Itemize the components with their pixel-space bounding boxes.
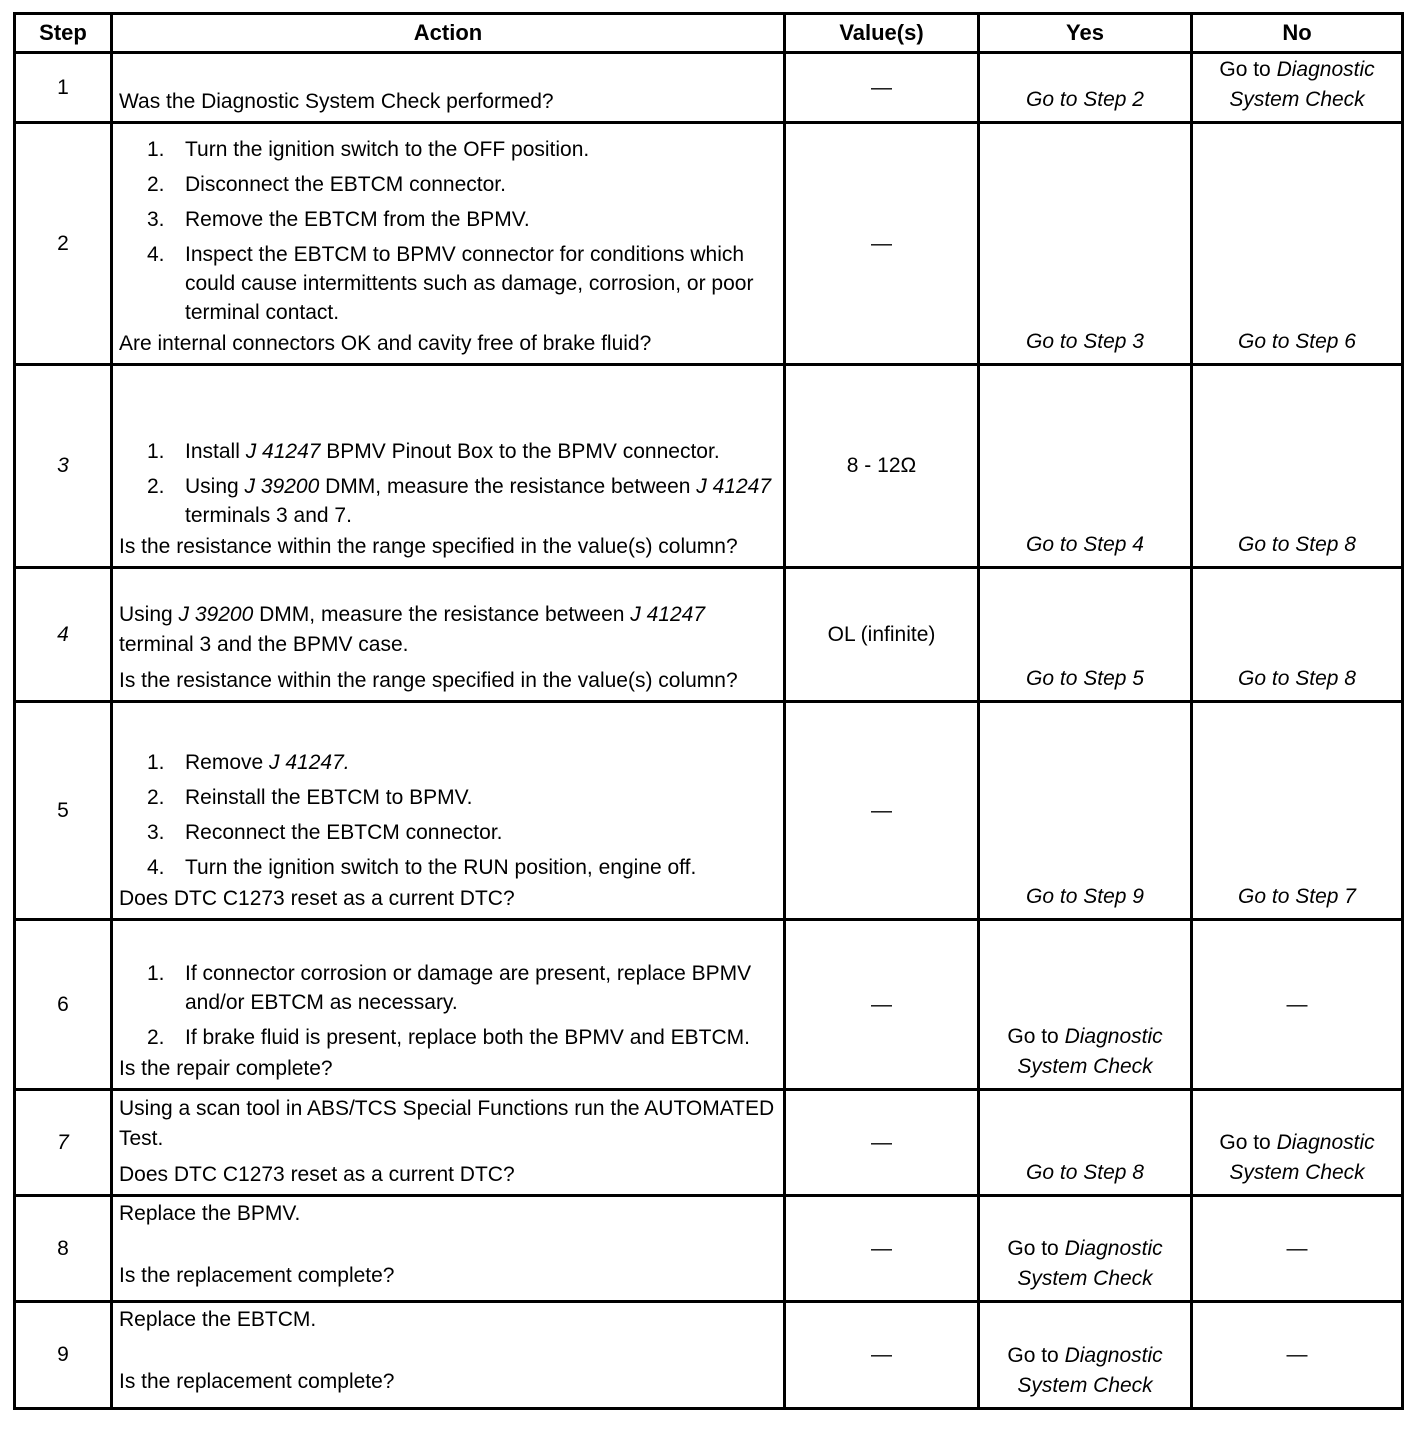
table-row [15, 1196, 1403, 1302]
step-number: 5 [15, 702, 112, 920]
header-action: Action [112, 14, 785, 53]
table-row [15, 53, 1403, 123]
no-cell: — [1192, 1302, 1403, 1409]
table-row [15, 920, 1403, 1090]
question: Is the resistance within the range specified in the value(s) column? [119, 535, 738, 558]
step-number: 9 [15, 1302, 112, 1409]
header-step: Step [15, 14, 112, 53]
step-number: 4 [15, 568, 112, 702]
no-cell: Go to Step 8 [1192, 568, 1403, 702]
instruction: Using J 39200 DMM, measure the resistance between J 41247 terminal 3 and the BPMV case. [119, 603, 706, 656]
list-item: 2. Reinstall the EBTCM to BPMV. [147, 786, 473, 809]
action-cell [112, 365, 785, 568]
yes-cell: Go to Step 2 [979, 53, 1192, 123]
no-target-2: System Check [1229, 87, 1365, 111]
yes-cell: Go to Step 8 [979, 1090, 1192, 1196]
table-row [15, 123, 1403, 365]
action-cell [112, 53, 785, 123]
action-cell [112, 702, 785, 920]
list-item: 1. Turn the ignition switch to the OFF position. [147, 138, 590, 161]
question: Is the replacement complete? [119, 1370, 395, 1393]
step-number: 7 [15, 1090, 112, 1196]
header-no: No [1192, 14, 1403, 53]
list-item: 1. If connector corrosion or damage are present, replace BPMV and/or EBTCM as necessary. [147, 962, 752, 1014]
question: Is the replacement complete? [119, 1264, 395, 1287]
tool-ref: J 41247 [245, 440, 321, 463]
tool-ref: J 41247 [696, 475, 772, 498]
header-yes: Yes [979, 14, 1192, 53]
value-cell: 8 - 12Ω [785, 365, 979, 568]
list-item: 4. Turn the ignition switch to the RUN position, engine off. [147, 856, 697, 879]
no-cell: Go to Diagnostic System Check [1192, 1090, 1403, 1196]
table-row [15, 568, 1403, 702]
instruction: Replace the BPMV. [119, 1202, 301, 1225]
question: Does DTC C1273 reset as a current DTC? [119, 887, 515, 910]
value-cell: — [785, 1302, 979, 1409]
no-cell: Go to Step 8 [1192, 365, 1403, 568]
yes-cell: Go to Diagnostic System Check [979, 1196, 1192, 1302]
header-row [15, 14, 1403, 53]
action-cell [112, 920, 785, 1090]
diagnostic-table [13, 12, 1404, 1410]
instruction: Using a scan tool in ABS/TCS Special Functions run the AUTOMATED Test. [119, 1097, 775, 1150]
question: Is the resistance within the range specified in the value(s) column? [119, 669, 738, 692]
yes-cell: Go to Diagnostic System Check [979, 920, 1192, 1090]
no-cell: — [1192, 920, 1403, 1090]
list-item: 1. Install J 41247 BPMV Pinout Box to the BPMV connector. [147, 440, 720, 463]
list-item: 2. Using J 39200 DMM, measure the resistance between J 41247 terminals 3 and 7. [147, 475, 772, 527]
step-number: 6 [15, 920, 112, 1090]
value-cell: — [785, 920, 979, 1090]
yes-cell: Go to Step 4 [979, 365, 1192, 568]
yes-cell: Go to Diagnostic System Check [979, 1302, 1192, 1409]
yes-cell: Go to Step 9 [979, 702, 1192, 920]
step-number: 3 [15, 365, 112, 568]
no-cell: Go to Step 6 [1192, 123, 1403, 365]
step-number: 8 [15, 1196, 112, 1302]
list-item: 2. If brake fluid is present, replace both the BPMV and EBTCM. [147, 1026, 750, 1049]
question: Are internal connectors OK and cavity free of brake fluid? [119, 332, 652, 355]
list-item: 2. Disconnect the EBTCM connector. [147, 173, 506, 196]
question: Is the repair complete? [119, 1057, 333, 1080]
question: Does DTC C1273 reset as a current DTC? [119, 1163, 515, 1186]
table-row [15, 702, 1403, 920]
yes-cell: Go to Step 5 [979, 568, 1192, 702]
action-cell [112, 1090, 785, 1196]
action-cell [112, 1196, 785, 1302]
value-cell: — [785, 1196, 979, 1302]
table-row [15, 365, 1403, 568]
question: Was the Diagnostic System Check performed? [119, 90, 554, 113]
step-number: 2 [15, 123, 112, 365]
instruction: Replace the EBTCM. [119, 1308, 317, 1331]
list-item: 4. Inspect the EBTCM to BPMV connector for conditions which could cause intermittents such as damage, corrosion, or poor terminal contact. [147, 243, 754, 324]
value-cell: — [785, 1090, 979, 1196]
value-cell: — [785, 123, 979, 365]
list-item: 3. Reconnect the EBTCM connector. [147, 821, 503, 844]
table-row [15, 1302, 1403, 1409]
value-cell: — [785, 53, 979, 123]
header-values: Value(s) [785, 14, 979, 53]
no-go-to: Go to [1219, 57, 1271, 81]
no-cell [1192, 53, 1403, 123]
value-cell: OL (infinite) [785, 568, 979, 702]
no-cell: — [1192, 1196, 1403, 1302]
list-item: 3. Remove the EBTCM from the BPMV. [147, 208, 530, 231]
action-cell [112, 568, 785, 702]
table-row [15, 1090, 1403, 1196]
yes-cell: Go to Step 3 [979, 123, 1192, 365]
no-cell: Go to Step 7 [1192, 702, 1403, 920]
value-cell: — [785, 702, 979, 920]
no-target-1: Diagnostic [1276, 57, 1375, 81]
action-cell [112, 123, 785, 365]
tool-ref: J 39200 [244, 475, 320, 498]
list-item: 1. Remove J 41247. [147, 751, 350, 774]
action-cell [112, 1302, 785, 1409]
step-number: 1 [15, 53, 112, 123]
